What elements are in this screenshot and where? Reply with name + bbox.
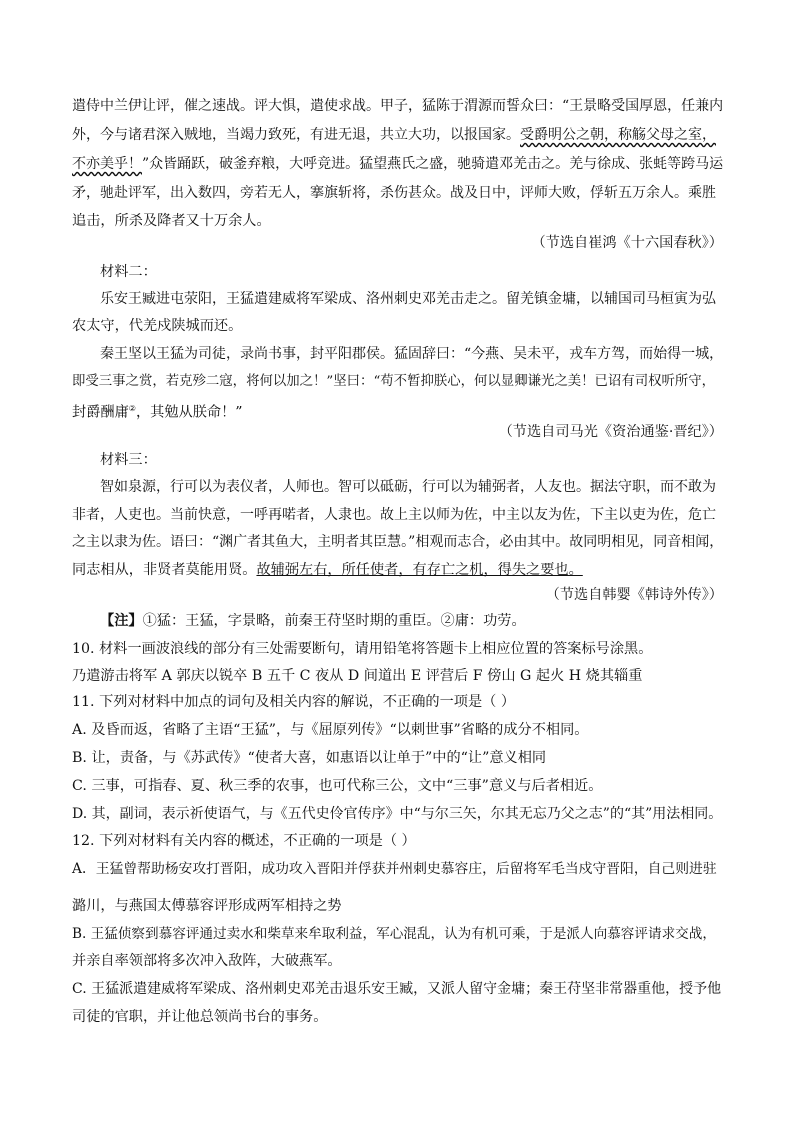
footnote-label: 【注】 bbox=[100, 613, 143, 629]
footnote bbox=[100, 612, 526, 630]
wavy-segment-2: 不亦美乎！ bbox=[72, 156, 142, 172]
material3-source: （节选自韩婴《韩诗外传》） bbox=[545, 587, 723, 603]
material3-line4 bbox=[72, 561, 583, 579]
question-12-option-a-line1: A．王猛曾帮助杨安攻打晋阳，成功攻入晋阳并俘获并州刺史慕容庄，后留将军毛当戍守晋阳，自己则进驻 bbox=[72, 861, 717, 877]
material1-line3-text: ”众皆踊跃，破釜弃粮，大呼竞进。猛望燕氏之盛，驰骑遣邓羌击之。羌与徐成、张蚝等跨马运 bbox=[142, 156, 724, 172]
question-11-option-b: B. 让，责备，与《苏武传》“使者大喜，如惠语以让单于”中的“让”意义相同 bbox=[72, 750, 547, 766]
material1-source: （节选自崔鸿《十六国春秋》） bbox=[531, 235, 723, 251]
material2-p1-line2: 农太守，代羌戍陕城而还。 bbox=[72, 318, 243, 334]
material2-p2-line3-pre: 封爵酬庸 bbox=[72, 404, 129, 421]
question-11-option-c: C. 三事，可指春、夏、秋三季的农事，也可代称三公，文中“三事”意义与后者相近。 bbox=[72, 778, 603, 794]
question-10-options: 乃遣游击将军 A 郭庆以锐卒 B 五千 C 夜从 D 间道出 E 评营后 F 傍山 G 起火 H 烧其辎重 bbox=[72, 668, 643, 684]
material1-line3 bbox=[72, 155, 723, 173]
question-12-option-c-line2: 司徒的官职，并让他总领尚书台的事务。 bbox=[72, 1009, 328, 1025]
material3-line4-text: 同志相从，非贤者莫能用贤。 bbox=[72, 562, 257, 578]
question-12-option-a-line2: 潞川，与燕国太傅慕容评形成两军相持之势 bbox=[72, 898, 342, 914]
question-11-stem: 11. 下列对材料中加点的词句及相关内容的解说，不正确的一项是（ ） bbox=[72, 694, 516, 710]
material3-line2: 非者，人吏也。当前快意，一呼再喏者，人隶也。故上主以师为佐，中主以友为佐，下主以吏为佐，危亡 bbox=[72, 507, 716, 523]
material1-line1: 遣侍中兰伊让评，催之速战。评大惧，遣使求战。甲子，猛陈于渭源而誓众曰：“王景略受国厚恩，任兼内 bbox=[72, 98, 724, 114]
material2-p2-line3-post: ，其勉从朕命！” bbox=[135, 404, 243, 421]
question-12-stem: 12. 下列对材料有关内容的概述，不正确的一项是（ ） bbox=[72, 833, 416, 849]
question-11-option-d: D. 其，副词，表示祈使语气，与《五代史伶官传序》中“与尔三矢，尔其无忘乃父之志”的“其”用法相同。 bbox=[72, 806, 723, 822]
question-12-option-b-line1: B. 王猛侦察到慕容评通过卖水和柴草来牟取利益，军心混乱，认为有机可乘，于是派人向慕容评请求交战， bbox=[72, 926, 716, 942]
material2-p2-line1: 秦王坚以王猛为司徒，录尚书事，封平阳郡侯。猛固辞曰：“今燕、吴未平，戎车方驾，而始得一城， bbox=[100, 346, 724, 362]
material2-source: （节选自司马光《资治通鉴·晋纪》） bbox=[498, 424, 723, 440]
material1-line2 bbox=[72, 126, 716, 144]
underlined-sentence: 故辅弼左右，所任使者，有存亡之机，得失之要也。 bbox=[256, 562, 583, 578]
wavy-segment-1: 受爵明公之朝，称觞父母之室， bbox=[520, 127, 716, 143]
question-11-option-a: A. 及昏而返，省略了主语“王猛”，与《屈原列传》“以刺世事”省略的成分不相同。 bbox=[72, 722, 589, 738]
footnote-text: ①猛：王猛，字景略，前秦王苻坚时期的重臣。②庸：功劳。 bbox=[142, 613, 526, 629]
material2-p1-line1: 乐安王臧进屯荥阳，王猛遣建威将军梁成、洛州刺史邓羌击走之。留羌镇金墉，以辅国司马桓寅为弘 bbox=[100, 291, 716, 307]
material1-line2-text: 外，今与诸君深入贼地，当竭力致死，有进无退，共立大功，以报国家。 bbox=[72, 127, 520, 143]
question-12-option-c-line1: C. 王猛派遣建威将军梁成、洛州刺史邓羌击退乐安王臧，又派人留守金墉；秦王苻坚非常器重他，授予他 bbox=[72, 981, 722, 997]
material3-line1: 智如泉源，行可以为表仪者，人师也。智可以砥砺，行可以为辅弼者，人友也。据法守职，而不敢为 bbox=[100, 479, 716, 495]
question-12-option-b-line2: 并亲自率领部将多次冲入敌阵，大破燕军。 bbox=[72, 953, 342, 969]
material2-p2-line2: 即受三事之赏，若克殄二寇，将何以加之！”坚曰：“苟不暂抑朕心，何以显卿谦光之美！已诏有司权听所守， bbox=[72, 374, 716, 389]
material3-heading: 材料三： bbox=[100, 452, 157, 468]
material2-p2-line3 bbox=[72, 400, 243, 422]
material3-line3: 之主以隶为佐。语曰：“渊广者其鱼大，主明者其臣慧。”相观而志合，必由其中。故同明相见，同音相闻， bbox=[72, 534, 724, 550]
footnote-marker-2: ② bbox=[128, 404, 136, 413]
material1-line5: 追击，所杀及降者又十万余人。 bbox=[72, 213, 271, 229]
material1-line4: 矛，驰赴评军，出入数四，旁若无人，搴旗斩将，杀伤甚众。战及日中，评师大败，俘斩五万余人。乘胜 bbox=[72, 185, 716, 201]
material2-heading: 材料二： bbox=[100, 264, 157, 280]
question-10-stem: 10. 材料一画波浪线的部分有三处需要断句，请用铅笔将答题卡上相应位置的答案标号涂黑。 bbox=[72, 641, 653, 657]
